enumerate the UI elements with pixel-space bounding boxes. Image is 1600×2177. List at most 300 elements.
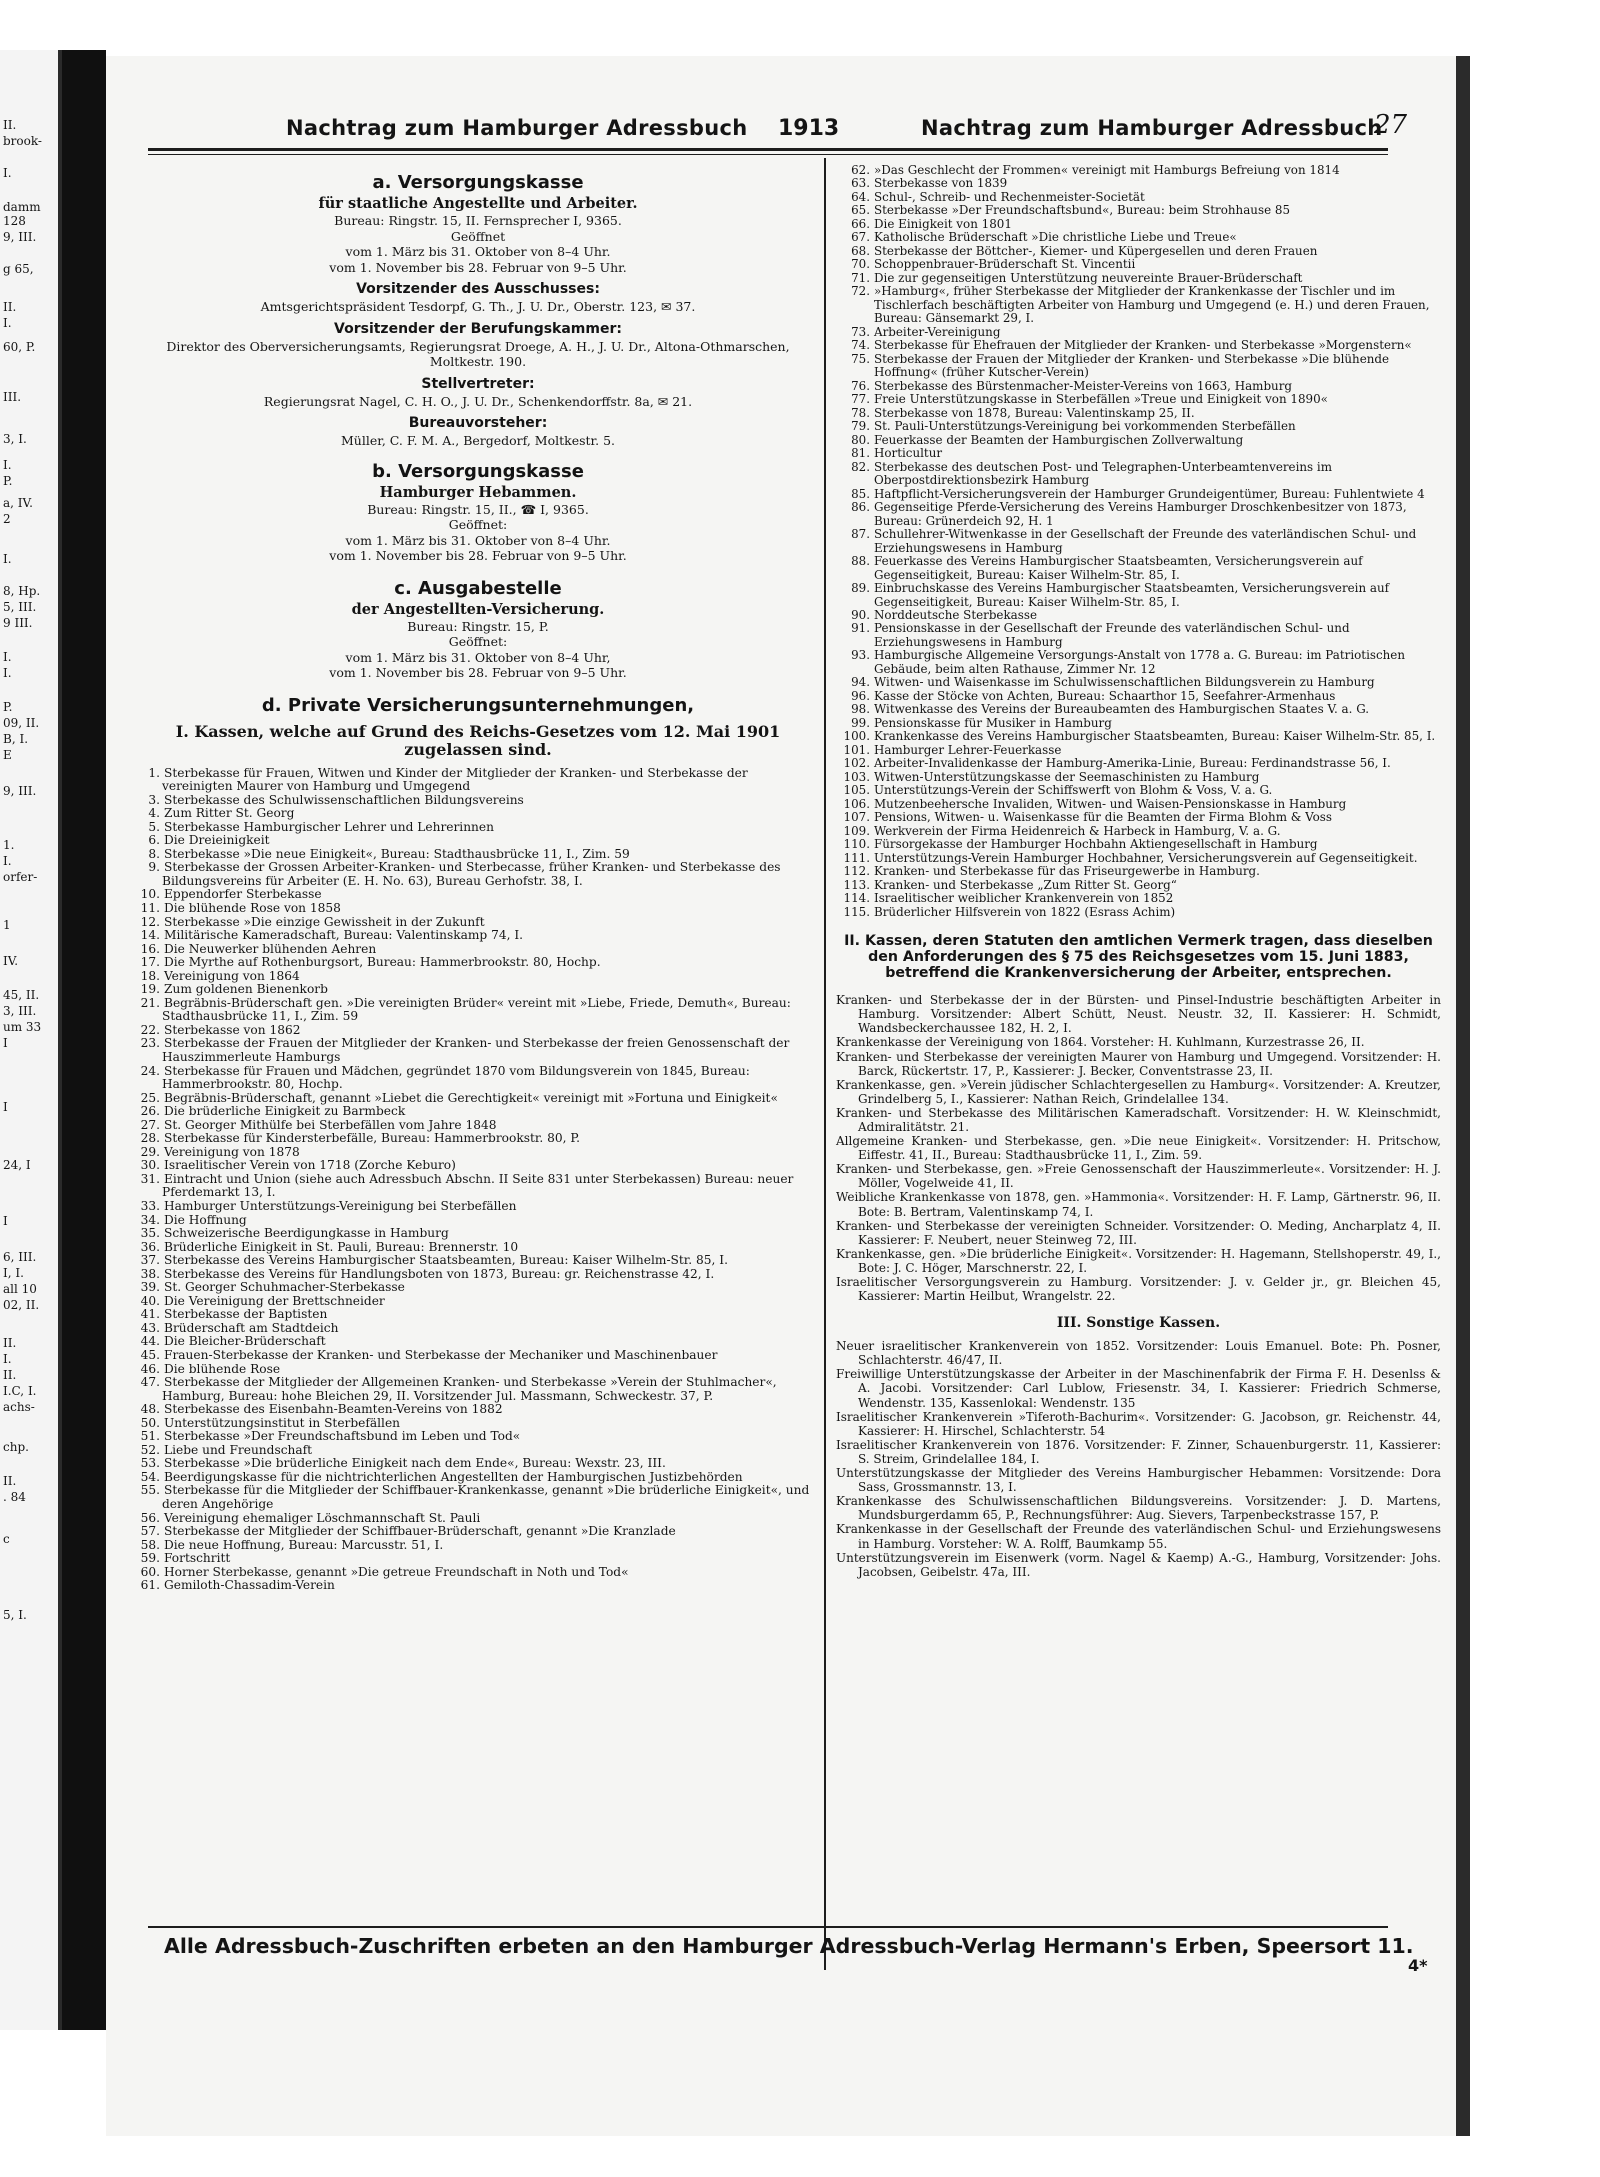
entry-number: 14. (140, 928, 160, 943)
section-II-entry: Kranken- und Sterbekasse der vereinigten Schneider. Vorsitzender: O. Meding, Ancharplatz 4, II. Kassierer: F. Neubert, neuer Steinweg 72, III. (836, 1218, 1441, 1247)
kasse-entry (134, 1268, 822, 1282)
kasse-entry (134, 1295, 822, 1309)
entry-text: Sterbekasse des Eisenbahn-Beamten-Vereins von 1882 (164, 1402, 503, 1417)
book-gutter (62, 50, 106, 2030)
entry-number: 19. (140, 982, 160, 997)
kasse-entry (134, 1173, 822, 1200)
entry-number: 17. (140, 955, 160, 970)
entry-text: Unterstützungs-Verein Hamburger Hochbahner, Versicherungsverein auf Gegenseitigkeit. (874, 850, 1418, 865)
kasse-entry (134, 1132, 822, 1146)
entry-text: Sterbekasse der Baptisten (164, 1307, 328, 1322)
entry-text: Die Einigkeit von 1801 (874, 216, 1012, 231)
kasse-entry (836, 879, 1441, 892)
entry-text: Sterbekasse der Frauen der Mitglieder der Kranken- und Sterbekasse der freien Genossenschaft der Hauszimmerleute Hamburgs (162, 1036, 790, 1064)
page (106, 56, 1456, 2136)
entry-number: 93. (851, 648, 870, 663)
kasse-entry (836, 771, 1441, 784)
section-a-title: a. Versorgungskasse (372, 172, 584, 193)
entry-number: 39. (140, 1280, 160, 1295)
entry-number: 106. (843, 796, 870, 811)
kasse-entry (836, 380, 1441, 393)
left-page-fragment-text: 3, I. (3, 432, 27, 446)
left-page-fragment-text: 3, III. (3, 1004, 37, 1018)
header-left-title: Nachtrag zum Hamburger Adressbuch (286, 116, 748, 140)
left-page-fragment-text: I. (3, 650, 12, 664)
entry-text: St. Pauli-Unterstützungs-Vereinigung bei vorkommenden Sterbefällen (874, 419, 1296, 434)
entry-number: 100. (843, 729, 870, 744)
kasse-entry (134, 1335, 822, 1349)
kasse-entry (134, 1417, 822, 1431)
entry-text: Schweizerische Beerdigungkasse in Hamburg (164, 1226, 449, 1241)
entry-number: 41. (140, 1307, 160, 1322)
left-page-fragment-text: I. (3, 166, 12, 180)
section-a-subtitle: für staatliche Angestellte und Arbeiter. (318, 195, 638, 212)
entry-text: Brüderlicher Hilfsverein von 1822 (Esrass Achim) (874, 904, 1176, 919)
entry-number: 10. (140, 887, 160, 902)
entry-text: Eppendorfer Sterbekasse (164, 887, 322, 902)
left-page-fragment-text: II. (3, 118, 17, 132)
entry-number: 65. (851, 203, 870, 218)
entry-number: 3. (148, 792, 160, 807)
entry-number: 16. (140, 941, 160, 956)
entry-number: 72. (851, 284, 870, 299)
entry-text: Sterbekasse der Frauen der Mitglieder der Kranken- und Sterbekasse »Die blühende Hoffnung« (früher Kutscher-Verein) (874, 351, 1390, 380)
left-page-fragment-text: I. (3, 458, 12, 472)
entry-text: Vereinigung von 1878 (164, 1144, 300, 1159)
left-page-fragment-text: 9, III. (3, 230, 37, 244)
entry-text: Sterbekasse »Die brüderliche Einigkeit nach dem Ende«, Bureau: Wexstr. 23, III. (164, 1456, 666, 1471)
entry-number: 11. (140, 900, 160, 915)
left-page-fragment-text: 09, II. (3, 716, 40, 730)
left-page-fragment-text: I.C, I. (3, 1384, 37, 1398)
kasse-entry (836, 784, 1441, 797)
section-II-entries (836, 993, 1441, 1303)
kasse-entry (134, 943, 822, 957)
entry-number: 29. (140, 1144, 160, 1159)
right-kassen-list (836, 164, 1441, 919)
footer-publisher-line: Alle Adressbuch-Zuschriften erbeten an den Hamburger Adressbuch-Verlag Hermann's Erben, Speersort 11. (164, 1934, 1414, 1958)
entry-number: 80. (851, 432, 870, 447)
entry-text: Sterbekasse für Frauen, Witwen und Kinder der Mitglieder der Kranken- und Sterbekasse der vereinigten Maurer von Hamburg und Umgegend (162, 765, 748, 794)
kasse-entry (134, 1444, 822, 1458)
kasse-entry (134, 902, 822, 916)
section-a-deputy-label: Stellvertreter: (421, 375, 535, 392)
entry-text: Sterbekasse für die Mitglieder der Schiffbauer-Krankenkasse, genannt »Die brüderliche Einigkeit«, und deren Angehörige (162, 1483, 810, 1512)
section-d-subheading-1: I. Kassen, welche auf Grund des Reichs-Gesetzes vom 12. Mai 1901 (175, 721, 781, 741)
entry-number: 34. (140, 1212, 160, 1227)
entry-text: Witwen-Unterstützungskasse der Seemaschinisten zu Hamburg (874, 769, 1260, 784)
kasse-entry (134, 1065, 822, 1092)
section-c-title: c. Ausgabestelle (394, 577, 562, 599)
header-right-title: Nachtrag zum Hamburger Adressbuch (921, 116, 1383, 140)
entry-number: 38. (140, 1266, 160, 1281)
entry-text: Pensionskasse für Musiker in Hamburg (874, 715, 1112, 730)
kasse-entry (134, 767, 822, 794)
left-page-fragment-text: 128 (3, 214, 26, 228)
entry-text: Schullehrer-Witwenkasse in der Gesellschaft der Freunde des vaterländischen Schul- und Erziehungswesens in Hamburg (874, 527, 1417, 555)
kasse-entry (836, 407, 1441, 420)
entry-number: 56. (140, 1510, 160, 1525)
section-d-subheading-2: zugelassen sind. (404, 739, 552, 759)
left-page-fragment-text: I. (3, 854, 12, 868)
left-column (134, 172, 822, 1593)
entry-text: Hamburgische Allgemeine Versorgungs-Anstalt von 1778 a. G. Bureau: im Patriotischen Gebäude, beim alten Rathause, Zimmer Nr. 12 (874, 648, 1405, 676)
left-page-fragment-text: damm (3, 200, 41, 214)
entry-text: Sterbekasse »Die neue Einigkeit«, Bureau: Stadthausbrücke 11, I., Zim. 59 (164, 846, 630, 861)
kasse-entry (836, 852, 1441, 865)
kasse-entry (836, 649, 1441, 676)
left-page-fragment-text: um 33 (3, 1020, 42, 1034)
entry-text: Krankenkasse des Vereins Hamburgischer Staatsbeamten, Bureau: Kaiser Wilhelm-Str. 85, I. (874, 729, 1436, 744)
entry-number: 63. (851, 176, 870, 191)
section-II-entry: Kranken- und Sterbekasse des Militärischen Kameradschaft. Vorsitzender: H. W. Kleinschmidt, Admiralitätstr. 21. (836, 1105, 1441, 1134)
entry-text: Kranken- und Sterbekasse „Zum Ritter St. Georg“ (874, 877, 1177, 892)
kasse-entry (836, 434, 1441, 447)
entry-text: Freie Unterstützungskasse in Sterbefällen »Treue und Einigkeit von 1890« (874, 392, 1328, 407)
entry-number: 73. (851, 324, 870, 339)
section-III-entry: Freiwillige Unterstützungskasse der Arbeiter in der Maschinenfabrik der Firma F. H. Desenlss & A. Jacobi. Vorsitzender: Carl Lublow, Friesenstr. 34, I. Kassierer: Friedrich Schmerse, Wendenstr. 135, Kassenlokal: Wendenstr. 135 (836, 1367, 1441, 1410)
entry-number: 31. (140, 1171, 160, 1186)
entry-number: 58. (140, 1537, 160, 1552)
left-page-fragment-text: I. (3, 666, 12, 680)
kasse-entry (836, 258, 1441, 271)
kasse-entry (134, 983, 822, 997)
entry-text: Begräbnis-Brüderschaft gen. »Die vereinigten Brüder« vereint mit »Liebe, Friede, Demuth«, Bureau: Stadthausbrücke 11, I., Zim. 59 (162, 995, 791, 1024)
entry-number: 18. (140, 968, 160, 983)
kasse-entry (836, 744, 1441, 757)
entry-text: »Hamburg«, früher Sterbekasse der Mitglieder der Krankenkasse der Tischler und im Tischlerfach beschäftigten Arbeiter von Hamburg und Umgegend (e. H.) und deren Frauen, Bureau: Gänsemarkt 29, I. (874, 284, 1430, 326)
kasse-entry (134, 1484, 822, 1511)
left-page-fragment-text: 5, I. (3, 1608, 27, 1622)
kasse-entry (134, 1308, 822, 1322)
entry-text: Sterbekasse der Grossen Arbeiter-Kranken- und Sterbecasse, früher Kranken- und Sterbekasse des Bildungsvereins für Arbeiter (E. H. No. 63), Bureau Gerhofstr. 38, I. (162, 860, 781, 888)
kasse-entry (134, 888, 822, 902)
left-page-fragment-text: orfer- (3, 870, 38, 884)
left-page-fragment-text: 9, III. (3, 784, 37, 798)
kasse-entry (134, 1579, 822, 1593)
kasse-entry (134, 1525, 822, 1539)
section-II-entry: Weibliche Krankenkasse von 1878, gen. »Hammonia«. Vorsitzender: H. F. Lamp, Gärtnerstr. 96, II. Bote: B. Bertram, Valentinskamp 74, I. (836, 1190, 1441, 1219)
kasse-entry (134, 861, 822, 888)
kasse-entry (134, 794, 822, 808)
entry-number: 8. (148, 846, 160, 861)
section-c-hours-label: Geöffnet: (448, 634, 508, 649)
page-edge-shadow (1456, 56, 1470, 2136)
footer-rule (148, 1926, 1388, 1928)
entry-text: Sterbekasse »Die einzige Gewissheit in der Zukunft (164, 914, 485, 929)
section-b-title: b. Versorgungskasse (372, 460, 584, 482)
left-page-fragment-text: IV. (3, 954, 19, 968)
kasse-entry (836, 245, 1441, 258)
entry-text: Israelitischer Verein von 1718 (Zorche Keburo) (164, 1158, 456, 1173)
entry-text: Hamburger Unterstützungs-Vereinigung bei Sterbefällen (164, 1199, 517, 1213)
left-page-fragment-text: 45, II. (3, 988, 40, 1002)
entry-text: Zum goldenen Bienenkorb (164, 982, 328, 997)
section-III-entry: Israelitischer Krankenverein »Tiferoth-Bachurim«. Vorsitzender: G. Jacobson, gr. Reichenstr. 44, Kassierer: H. Hirschel, Schlachterstr. 54 (836, 1409, 1441, 1438)
entry-text: Sterbekasse der Mitglieder der Schiffbauer-Brüderschaft, genannt »Die Kranzlade (164, 1524, 676, 1539)
entry-text: Sterbekasse des Vereins für Handlungsboten von 1873, Bureau: gr. Reichenstrasse 42, I. (164, 1266, 715, 1281)
kasse-entry (134, 1539, 822, 1553)
section-a-deputy: Regierungsrat Nagel, C. H. O., J. U. Dr., Schenkendorffstr. 8a, ✉ 21. (263, 393, 693, 409)
kasse-entry (836, 191, 1441, 204)
entry-text: Sterbekasse der Mitglieder der Allgemeinen Kranken- und Sterbekasse »Verein der Stuhlmacher«, Hamburg, Bureau: hohe Bleichen 29, II. Vorsitzender Jul. Massmann, Schweckestr. 37, P. (162, 1375, 777, 1403)
entry-text: Sterbekasse des Bürstenmacher-Meister-Vereins von 1663, Hamburg (874, 378, 1293, 393)
section-a-hours-label: Geöffnet (450, 228, 506, 244)
section-II-entry: Allgemeine Kranken- und Sterbekasse, gen. »Die neue Einigkeit«. Vorsitzender: H. Pritschow, Eiffestr. 41, II., Bureau: Stadthausbrücke 11, I., Zim. 59. (836, 1134, 1441, 1163)
kasse-entry (134, 1200, 822, 1214)
entry-number: 9. (148, 860, 160, 875)
entry-text: Feuerkasse der Beamten der Hamburgischen Zollverwaltung (874, 432, 1244, 447)
left-page-fragment-text: all 10 (3, 1282, 37, 1296)
kasse-entry (134, 1092, 822, 1106)
entry-text: Katholische Brüderschaft »Die christliche Liebe und Treue« (874, 230, 1237, 245)
section-a-head-label: Bureauvorsteher: (408, 415, 548, 431)
left-page-fragment-text: chp. (3, 1440, 29, 1454)
section-III-entry: Neuer israelitischer Krankenverein von 1852. Vorsitzender: Louis Emanuel. Bote: Ph. Posner, Schlachterstr. 46/47, II. (836, 1339, 1441, 1368)
left-page-fragment-text: I (3, 1214, 8, 1228)
entry-number: 71. (851, 270, 870, 285)
left-page-fragment-text: 8, Hp. (3, 584, 41, 598)
entry-number: 74. (851, 338, 870, 353)
kasse-entry (836, 717, 1441, 730)
kasse-entry (134, 1024, 822, 1038)
entry-text: Arbeiter-Invalidenkasse der Hamburg-Amerika-Linie, Bureau: Ferdinandstrasse 56, I. (874, 756, 1391, 771)
kasse-entry (836, 218, 1441, 231)
entry-number: 96. (851, 688, 870, 703)
kasse-entry (836, 420, 1441, 433)
left-page-fragment-text: . 84 (3, 1490, 26, 1504)
entry-text: Zum Ritter St. Georg (164, 806, 295, 821)
entry-text: Horner Sterbekasse, genannt »Die getreue Freundschaft in Noth und Tod« (164, 1564, 629, 1579)
section-III-entry: Unterstützungskasse der Mitglieder des Vereins Hamburgischer Hebammen: Vorsitzende: Dora Sass, Grossmannstr. 13, I. (836, 1466, 1441, 1495)
section-a-hours-1: vom 1. März bis 31. Oktober von 8–4 Uhr. (345, 244, 611, 259)
entry-text: Norddeutsche Sterbekasse (874, 607, 1038, 622)
entry-number: 79. (851, 419, 870, 434)
entry-number: 114. (843, 891, 870, 906)
entry-number: 101. (843, 742, 870, 757)
left-kassen-list (134, 767, 822, 1593)
entry-text: Sterbekasse des Schulwissenschaftlichen Bildungsvereins (164, 792, 524, 807)
entry-text: Frauen-Sterbekasse der Kranken- und Sterbekasse der Mechaniker und Maschinenbauer (164, 1348, 718, 1363)
entry-text: Die Hoffnung (164, 1212, 247, 1227)
kasse-entry (836, 353, 1441, 380)
kasse-entry (836, 326, 1441, 339)
header-year: 1913 (778, 116, 840, 141)
entry-text: Sterbekasse des deutschen Post- und Telegraphen-Unterbeamtenvereins im Oberpostdirektionsbezirk Hamburg (874, 459, 1332, 488)
left-page-fragment (0, 50, 62, 2030)
entry-number: 91. (851, 621, 870, 636)
entry-number: 12. (140, 914, 160, 929)
kasse-entry (134, 1119, 822, 1133)
entry-text: Die blühende Rose von 1858 (164, 900, 341, 915)
entry-text: St. Georger Mithülfe bei Sterbefällen vom Jahre 1848 (164, 1117, 497, 1132)
entry-text: Militärische Kameradschaft, Bureau: Valentinskamp 74, I. (164, 928, 524, 943)
entry-text: Mutzenbeehersche Invaliden, Witwen- und Waisen-Pensionskasse in Hamburg (874, 796, 1347, 811)
kasse-entry (134, 1471, 822, 1485)
kasse-entry (836, 865, 1441, 878)
kasse-entry (134, 956, 822, 970)
entry-number: 23. (140, 1036, 160, 1051)
entry-text: Die Vereinigung der Brettschneider (164, 1293, 385, 1308)
kasse-entry (134, 1376, 822, 1403)
kasse-entry (134, 1159, 822, 1173)
kasse-entry (134, 821, 822, 835)
entry-text: Kasse der Stöcke von Achten, Bureau: Schaarthor 15, Seefahrer-Armenhaus (874, 688, 1336, 703)
section-b-subtitle: Hamburger Hebammen. (379, 483, 577, 501)
left-page-fragment-text: I. (3, 552, 12, 566)
kasse-entry (836, 622, 1441, 649)
entry-number: 68. (851, 243, 870, 258)
right-column (836, 164, 1441, 1579)
entry-number: 78. (851, 405, 870, 420)
kasse-entry (134, 997, 822, 1024)
entry-number: 113. (843, 877, 870, 892)
entry-text: Die Dreieinigkeit (164, 833, 270, 848)
entry-text: Pensionskasse in der Gesellschaft der Freunde des vaterländischen Schul- und Erziehungswesens in Hamburg (874, 621, 1350, 649)
kasse-entry (134, 1241, 822, 1255)
kasse-entry (836, 825, 1441, 838)
entry-number: 5. (148, 819, 160, 834)
kasse-entry (134, 1254, 822, 1268)
footer-signature: 4* (1408, 1956, 1428, 1975)
entry-text: Pensions, Witwen- u. Waisenkasse für die Beamten der Firma Blohm & Voss (874, 810, 1332, 825)
left-page-fragment-text: P. (3, 474, 13, 488)
section-II-entry: Krankenkasse der Vereinigung von 1864. Vorsteher: H. Kuhlmann, Kurzestrasse 26, II. (836, 1035, 1365, 1050)
entry-text: Unterstützungsinstitut in Sterbefällen (164, 1415, 401, 1430)
entry-number: 67. (851, 230, 870, 245)
kasse-entry (836, 488, 1441, 501)
section-a-hours-2: vom 1. November bis 28. Februar von 9–5 Uhr. (329, 259, 627, 275)
section-a-chair: Amtsgerichtspräsident Tesdorpf, G. Th., J. U. Dr., Oberstr. 123, ✉ 37. (260, 299, 696, 314)
kasse-entry (134, 970, 822, 984)
entry-number: 111. (843, 850, 870, 865)
kasse-entry (134, 848, 822, 862)
entry-text: Die Bleicher-Brüderschaft (164, 1334, 326, 1349)
entry-number: 51. (140, 1429, 160, 1444)
kasse-entry (134, 929, 822, 943)
left-page-fragment-text: I (3, 1036, 8, 1050)
left-page-fragment-text: II. (3, 300, 17, 314)
left-page-fragment-text: achs- (3, 1400, 35, 1414)
section-c (134, 578, 822, 681)
entry-text: St. Georger Schuhmacher-Sterbekasse (164, 1280, 405, 1295)
section-b-bureau: Bureau: Ringstr. 15, II., ☎ I, 9365. (367, 501, 589, 517)
section-II-entry: Kranken- und Sterbekasse der vereinigten Maurer von Hamburg und Umgegend. Vorsitzender: H. Barck, Rückertstr. 17, P., Kassierer: J. Becker, Conventstrasse 23, II. (836, 1049, 1441, 1078)
entry-text: Schoppenbrauer-Brüderschaft St. Vincentii (874, 257, 1136, 272)
kasse-entry (134, 916, 822, 930)
section-II-entry: Israelitischer Versorgungsverein zu Hamburg. Vorsitzender: J. v. Gelder jr., gr. Bleichen 45, Kassierer: Martin Heilbut, Wrangelstr. 22. (836, 1275, 1441, 1304)
entry-number: 52. (140, 1442, 160, 1457)
kasse-entry (836, 609, 1441, 622)
entry-text: Die zur gegenseitigen Unterstützung neuvereinte Brauer-Brüderschaft (874, 270, 1303, 285)
left-page-fragment-text: E (3, 748, 12, 762)
kasse-entry (836, 204, 1441, 217)
entry-text: Sterbekasse für Kindersterbefälle, Bureau: Hammerbrookstr. 80, P. (164, 1131, 580, 1146)
kasse-entry (134, 1146, 822, 1160)
kasse-entry (836, 528, 1441, 555)
entry-number: 105. (843, 783, 870, 798)
kasse-entry (836, 838, 1441, 851)
entry-number: 35. (140, 1226, 160, 1241)
entry-text: Sterbekasse für Frauen und Mädchen, gegründet 1870 vom Bildungsverein von 1845, Bureau: Hammerbrookstr. 80, Hochp. (162, 1063, 750, 1092)
entry-text: Brüderschaft am Stadtdeich (164, 1320, 339, 1335)
entry-text: Brüderliche Einigkeit in St. Pauli, Bureau: Brennerstr. 10 (164, 1239, 519, 1254)
section-a-appeal: Direktor des Oberversicherungsamts, Regierungsrat Droege, A. H., J. U. Dr., Altona-Othmarschen, Moltkestr. 190. (166, 338, 790, 369)
section-a-chair-label: Vorsitzender des Ausschusses: (356, 281, 600, 297)
left-page-fragment-text: 9 III. (3, 616, 33, 630)
entry-number: 90. (851, 607, 870, 622)
entry-number: 36. (140, 1239, 160, 1254)
entry-number: 109. (843, 823, 870, 838)
entry-number: 115. (843, 904, 870, 919)
entry-text: Sterbekasse von 1878, Bureau: Valentinskamp 25, II. (874, 405, 1195, 420)
entry-text: Die brüderliche Einigkeit zu Barmbeck (164, 1104, 406, 1119)
entry-text: Die blühende Rose (164, 1361, 281, 1376)
entry-number: 6. (148, 833, 160, 848)
kasse-entry (134, 1214, 822, 1228)
entry-number: 55. (140, 1483, 160, 1498)
entry-number: 43. (140, 1320, 160, 1335)
kasse-entry (134, 1403, 822, 1417)
left-page-fragment-text: I. (3, 1352, 12, 1366)
left-page-fragment-text: 2 (3, 512, 11, 526)
entry-number: 33. (140, 1199, 160, 1213)
header-rule-bottom (148, 154, 1388, 155)
kasse-entry (134, 1349, 822, 1363)
entry-text: Sterbekasse für Ehefrauen der Mitglieder der Kranken- und Sterbekasse »Morgenstern« (874, 338, 1412, 353)
section-III-entry: Unterstützungsverein im Eisenwerk (vorm. Nagel & Kaemp) A.-G., Hamburg, Vorsitzender: Johs. Jacobsen, Geibelstr. 47a, III. (836, 1550, 1441, 1579)
left-page-fragment-text: 1 (3, 918, 11, 932)
entry-number: 27. (140, 1117, 160, 1132)
kasse-entry (134, 1322, 822, 1336)
entry-number: 4. (148, 806, 160, 821)
left-page-fragment-text: a, IV. (3, 496, 33, 510)
section-II-entry: Krankenkasse, gen. »Die brüderliche Einigkeit«. Vorsitzender: H. Hagemann, Stellshoperstr. 49, I., Bote: J. C. Höger, Marschnerstr. 22, I. (836, 1246, 1441, 1275)
entry-number: 64. (851, 189, 870, 204)
entry-number: 85. (851, 486, 870, 501)
kasse-entry (134, 1037, 822, 1064)
left-page-fragment-text: II. (3, 1474, 17, 1488)
entry-number: 47. (140, 1375, 160, 1390)
entry-number: 94. (851, 675, 870, 690)
entry-number: 24. (140, 1063, 160, 1078)
kasse-entry (836, 892, 1441, 905)
entry-number: 88. (851, 554, 870, 569)
kasse-entry (836, 177, 1441, 190)
entry-text: Sterbekasse von 1862 (164, 1022, 301, 1037)
page-header (106, 56, 1456, 146)
left-page-fragment-text: 1. (3, 838, 15, 852)
section-b-hours-2: vom 1. November bis 28. Februar von 9–5 Uhr. (329, 548, 627, 563)
section-II-entry: Kranken- und Sterbekasse der in der Bürsten- und Pinsel-Industrie beschäftigten Arbeiter in Hamburg. Vorsitzender: Albert Schütt, Neust. Neustr. 32, II. Kassierer: H. Schmidt, Wandsbeckerchaussee 182, H. 2, I. (836, 993, 1441, 1036)
section-b-hours-1: vom 1. März bis 31. Oktober von 8–4 Uhr. (345, 532, 611, 548)
kasse-entry (836, 703, 1441, 716)
entry-number: 45. (140, 1348, 160, 1363)
section-II-entry: Krankenkasse, gen. »Verein jüdischer Schlachtergesellen zu Hamburg«. Vorsitzender: A. Kreutzer, Grindelberg 5, I., Kassierer: Nathan Reich, Grindelallee 134. (836, 1077, 1441, 1106)
entry-text: Sterbekasse der Böttcher-, Kiemer- und Küpergesellen und deren Frauen (874, 243, 1318, 258)
entry-number: 77. (851, 392, 870, 407)
entry-text: Gemiloth-Chassadim-Verein (164, 1578, 335, 1593)
left-page-fragment-text: 6, III. (3, 1250, 37, 1264)
section-a-appeal-label: Vorsitzender der Berufungskammer: (334, 320, 622, 337)
entry-text: Begräbnis-Brüderschaft, genannt »Liebet die Gerechtigkeit« vereinigt mit »Fortuna und Einigkeit« (164, 1090, 778, 1105)
kasse-entry (836, 231, 1441, 244)
kasse-entry (836, 285, 1441, 325)
left-page-fragment-text: 02, II. (3, 1298, 40, 1312)
left-page-fragment-text: B, I. (3, 732, 29, 746)
entry-text: Horticultur (874, 446, 943, 461)
entry-number: 25. (140, 1090, 160, 1105)
